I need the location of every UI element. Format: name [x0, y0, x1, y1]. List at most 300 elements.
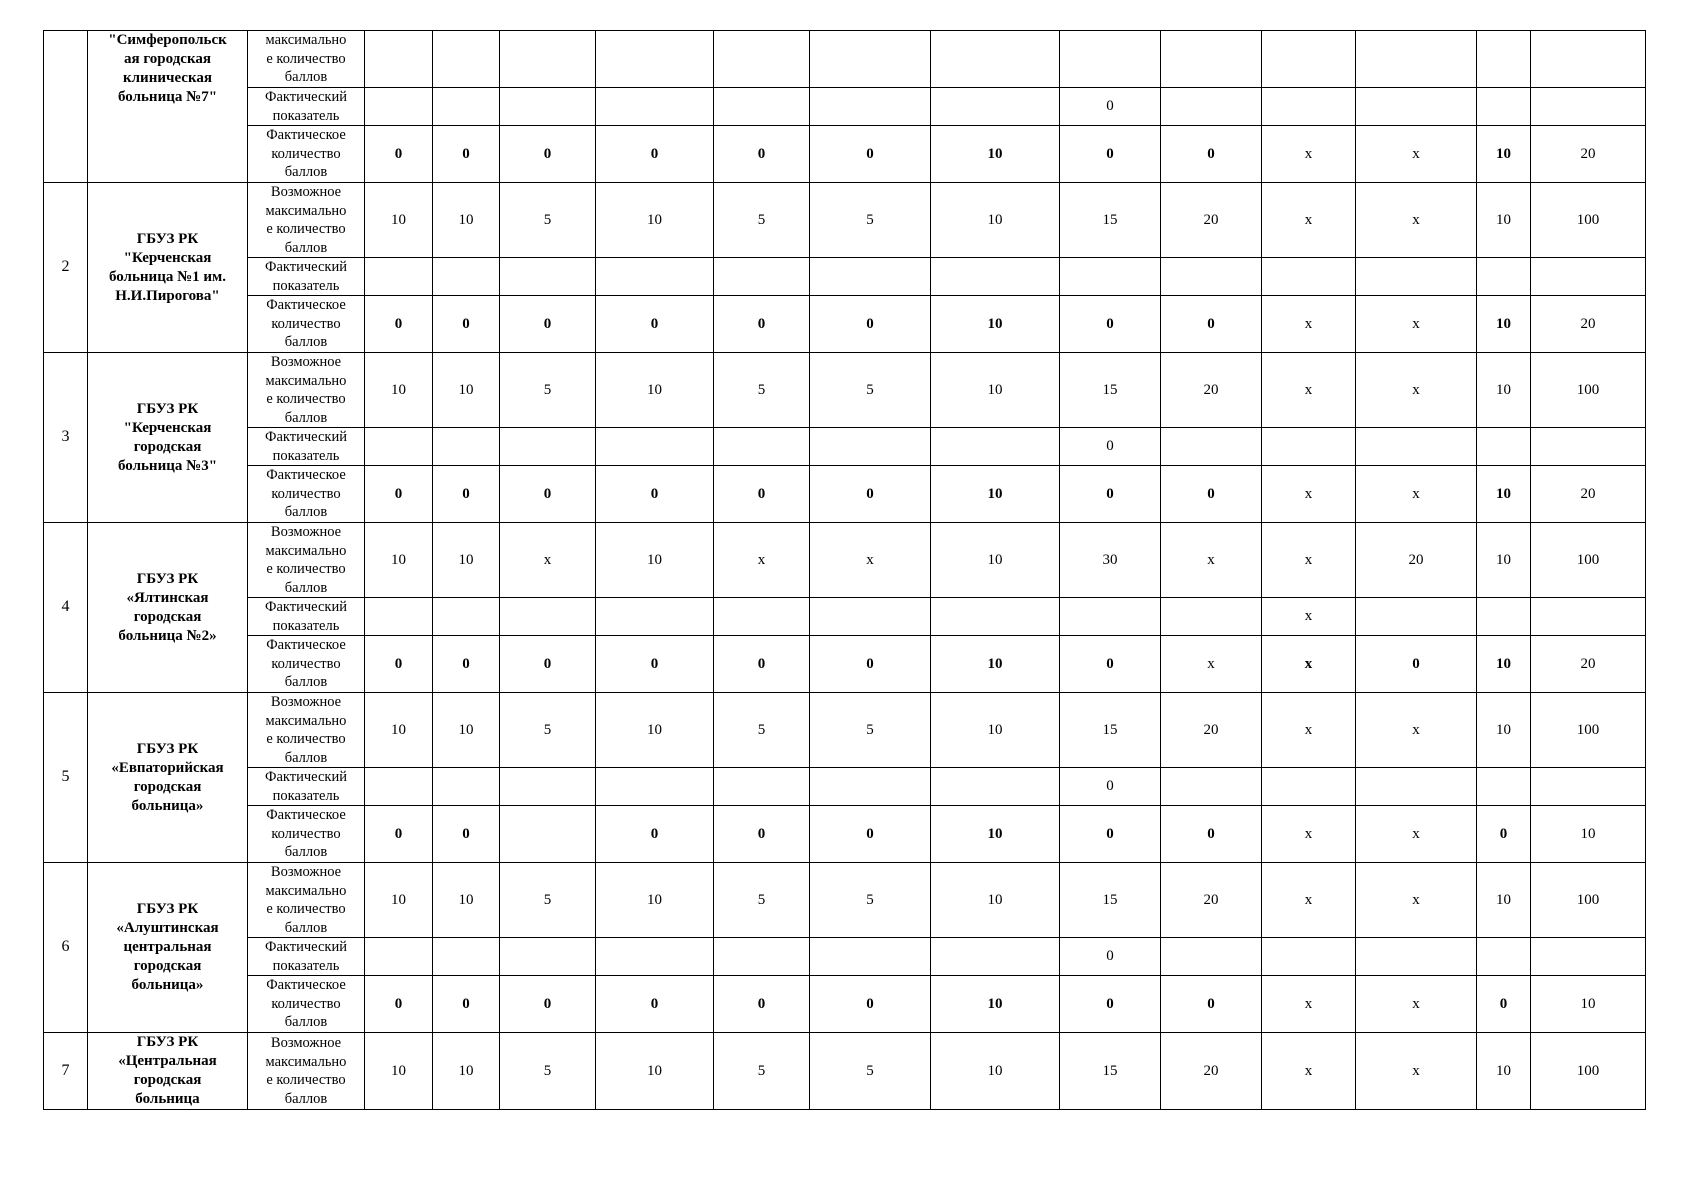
max-score-cell: 10 — [596, 523, 714, 598]
actual-score-cell: x — [1262, 126, 1356, 183]
actual-score-cell: 10 — [1531, 976, 1646, 1033]
max-score-cell: x — [1356, 1033, 1477, 1110]
max-score-cell: 10 — [1477, 353, 1531, 428]
fact-value-cell — [714, 938, 810, 976]
max-score-cell: 10 — [365, 693, 433, 768]
actual-score-cell: 0 — [500, 126, 596, 183]
actual-score-cell: 10 — [1477, 296, 1531, 353]
fact-value-cell — [596, 428, 714, 466]
max-score-cell: x — [1262, 693, 1356, 768]
actual-score-cell: 20 — [1531, 466, 1646, 523]
fact-value-cell — [810, 938, 931, 976]
table-row — [44, 466, 1646, 523]
max-score-cell: 15 — [1060, 183, 1161, 258]
actual-score-cell: 0 — [810, 296, 931, 353]
fact-value-cell — [931, 428, 1060, 466]
actual-score-cell: 0 — [365, 806, 433, 863]
max-score-cell: 5 — [714, 1033, 810, 1110]
actual-score-cell: 0 — [596, 806, 714, 863]
fact-value-cell — [810, 598, 931, 636]
actual-score-cell: 10 — [1477, 466, 1531, 523]
actual-score-cell: 0 — [810, 976, 931, 1033]
fact-value-cell — [1262, 428, 1356, 466]
max-score-cell: 10 — [1477, 1033, 1531, 1110]
fact-value-cell — [1356, 428, 1477, 466]
actual-score-cell: 0 — [365, 296, 433, 353]
actual-score-cell: 0 — [1161, 806, 1262, 863]
actual-score-cell: 0 — [714, 636, 810, 693]
fact-value-cell — [1060, 258, 1161, 296]
row-label-fact: Фактический показатель — [248, 258, 365, 296]
fact-value-cell — [433, 598, 500, 636]
max-score-cell: 30 — [1060, 523, 1161, 598]
table-row — [44, 296, 1646, 353]
fact-value-cell — [810, 258, 931, 296]
max-score-cell: 10 — [433, 523, 500, 598]
fact-value-cell — [500, 428, 596, 466]
actual-score-cell: x — [1262, 466, 1356, 523]
row-label-score: Фактическое количество баллов — [248, 806, 365, 863]
fact-value-cell — [596, 598, 714, 636]
fact-value-cell — [1161, 768, 1262, 806]
fact-value-cell — [500, 88, 596, 126]
hospital-name: ГБУЗ РК «Евпаторийская городская больница» — [88, 693, 248, 863]
fact-value-cell — [1262, 88, 1356, 126]
table-row — [44, 523, 1646, 598]
actual-score-cell: x — [1356, 126, 1477, 183]
fact-value-cell — [365, 938, 433, 976]
max-score-cell: 20 — [1161, 353, 1262, 428]
hospital-name: ГБУЗ РК «Центральная городская больница — [88, 1033, 248, 1110]
max-score-cell: 100 — [1531, 523, 1646, 598]
fact-value-cell — [810, 88, 931, 126]
fact-value-cell — [931, 258, 1060, 296]
fact-value-cell — [500, 768, 596, 806]
max-score-cell: 10 — [433, 1033, 500, 1110]
actual-score-cell: 20 — [1531, 126, 1646, 183]
max-score-cell: 100 — [1531, 353, 1646, 428]
actual-score-cell: 10 — [1531, 806, 1646, 863]
max-score-cell: 5 — [810, 353, 931, 428]
actual-score-cell: 10 — [1477, 636, 1531, 693]
max-score-cell — [714, 31, 810, 88]
actual-score-cell: 0 — [1161, 976, 1262, 1033]
max-score-cell: 10 — [596, 1033, 714, 1110]
actual-score-cell: x — [1356, 296, 1477, 353]
actual-score-cell: x — [1262, 806, 1356, 863]
actual-score-cell: 0 — [500, 466, 596, 523]
fact-value-cell — [596, 768, 714, 806]
actual-score-cell: 0 — [714, 466, 810, 523]
actual-score-cell: 10 — [1477, 126, 1531, 183]
max-score-cell: 20 — [1356, 523, 1477, 598]
actual-score-cell: 0 — [714, 806, 810, 863]
max-score-cell: 5 — [714, 183, 810, 258]
fact-value-cell — [714, 598, 810, 636]
row-label-score: Фактическое количество баллов — [248, 296, 365, 353]
max-score-cell: 10 — [931, 1033, 1060, 1110]
actual-score-cell: 10 — [931, 806, 1060, 863]
table-row — [44, 598, 1646, 636]
max-score-cell: 5 — [714, 863, 810, 938]
actual-score-cell: 0 — [714, 976, 810, 1033]
actual-score-cell: 0 — [596, 466, 714, 523]
actual-score-cell: x — [1262, 296, 1356, 353]
max-score-cell: 15 — [1060, 693, 1161, 768]
fact-value-cell — [1477, 768, 1531, 806]
actual-score-cell: 10 — [931, 636, 1060, 693]
fact-value-cell: x — [1262, 598, 1356, 636]
max-score-cell: 10 — [931, 693, 1060, 768]
max-score-cell: x — [1262, 863, 1356, 938]
max-score-cell: x — [1262, 183, 1356, 258]
actual-score-cell: 0 — [810, 806, 931, 863]
row-label-max: Возможное максимально е количество баллов — [248, 1033, 365, 1110]
fact-value-cell — [365, 258, 433, 296]
max-score-cell: 15 — [1060, 1033, 1161, 1110]
table-row — [44, 863, 1646, 938]
fact-value-cell — [1356, 258, 1477, 296]
row-label-score: Фактическое количество баллов — [248, 466, 365, 523]
fact-value-cell — [1531, 258, 1646, 296]
fact-value-cell — [1161, 258, 1262, 296]
actual-score-cell: 0 — [1161, 126, 1262, 183]
max-score-cell: 20 — [1161, 1033, 1262, 1110]
actual-score-cell: x — [1161, 636, 1262, 693]
row-number — [44, 31, 88, 183]
fact-value-cell — [596, 938, 714, 976]
max-score-cell: x — [1161, 523, 1262, 598]
max-score-cell: 10 — [365, 863, 433, 938]
table-row — [44, 636, 1646, 693]
fact-value-cell — [365, 88, 433, 126]
row-label-score: Фактическое количество баллов — [248, 636, 365, 693]
hospital-name: ГБУЗ РК «Ялтинская городская больница №2» — [88, 523, 248, 693]
max-score-cell: 10 — [596, 353, 714, 428]
max-score-cell — [1531, 31, 1646, 88]
row-label-fact: Фактический показатель — [248, 938, 365, 976]
max-score-cell: 10 — [596, 183, 714, 258]
row-label-max: Возможное максимально е количество баллов — [248, 863, 365, 938]
actual-score-cell: 0 — [500, 976, 596, 1033]
table-row — [44, 938, 1646, 976]
fact-value-cell — [1161, 938, 1262, 976]
max-score-cell: x — [1262, 353, 1356, 428]
fact-value-cell — [433, 768, 500, 806]
fact-value-cell — [1161, 428, 1262, 466]
fact-value-cell — [1477, 938, 1531, 976]
fact-value-cell — [1531, 938, 1646, 976]
fact-value-cell — [1477, 428, 1531, 466]
max-score-cell — [433, 31, 500, 88]
actual-score-cell: 0 — [433, 466, 500, 523]
row-label-score: Фактическое количество баллов — [248, 976, 365, 1033]
row-number: 7 — [44, 1033, 88, 1110]
fact-value-cell: 0 — [1060, 428, 1161, 466]
actual-score-cell: 0 — [1060, 296, 1161, 353]
actual-score-cell: 0 — [1477, 806, 1531, 863]
fact-value-cell: 0 — [1060, 88, 1161, 126]
fact-value-cell — [714, 428, 810, 466]
fact-value-cell — [1161, 88, 1262, 126]
actual-score-cell: 0 — [596, 636, 714, 693]
fact-value-cell — [500, 598, 596, 636]
table-row — [44, 976, 1646, 1033]
table-row — [44, 258, 1646, 296]
row-number: 2 — [44, 183, 88, 353]
fact-value-cell — [1531, 768, 1646, 806]
actual-score-cell: 0 — [433, 976, 500, 1033]
actual-score-cell: 0 — [365, 636, 433, 693]
row-label-fact: Фактический показатель — [248, 768, 365, 806]
max-score-cell: 10 — [1477, 693, 1531, 768]
hospital-scores-table — [43, 30, 1646, 1110]
max-score-cell: 10 — [1477, 183, 1531, 258]
table-row — [44, 183, 1646, 258]
fact-value-cell — [500, 938, 596, 976]
row-number: 6 — [44, 863, 88, 1033]
actual-score-cell: 10 — [931, 296, 1060, 353]
fact-value-cell — [714, 258, 810, 296]
fact-value-cell — [1262, 938, 1356, 976]
max-score-cell: 10 — [596, 693, 714, 768]
actual-score-cell: 0 — [365, 466, 433, 523]
fact-value-cell — [365, 768, 433, 806]
row-label-score: Фактическое количество баллов — [248, 126, 365, 183]
max-score-cell: 20 — [1161, 693, 1262, 768]
max-score-cell: 5 — [714, 693, 810, 768]
max-score-cell: 5 — [714, 353, 810, 428]
max-score-cell: 15 — [1060, 863, 1161, 938]
fact-value-cell — [433, 258, 500, 296]
table-row — [44, 806, 1646, 863]
max-score-cell: x — [1262, 523, 1356, 598]
table-row — [44, 88, 1646, 126]
table-row — [44, 31, 1646, 88]
max-score-cell: 10 — [433, 353, 500, 428]
actual-score-cell: 0 — [714, 296, 810, 353]
row-label-max: Возможное максимально е количество баллов — [248, 353, 365, 428]
fact-value-cell — [433, 88, 500, 126]
fact-value-cell — [433, 428, 500, 466]
actual-score-cell: 0 — [810, 636, 931, 693]
max-score-cell: 10 — [433, 693, 500, 768]
row-number: 4 — [44, 523, 88, 693]
actual-score-cell: x — [1262, 976, 1356, 1033]
actual-score-cell: 0 — [1060, 806, 1161, 863]
hospital-name: ГБУЗ РК "Керченская городская больница №3" — [88, 353, 248, 523]
max-score-cell: x — [1356, 353, 1477, 428]
row-label-fact: Фактический показатель — [248, 428, 365, 466]
fact-value-cell — [500, 258, 596, 296]
actual-score-cell: 0 — [810, 466, 931, 523]
max-score-cell: 10 — [931, 183, 1060, 258]
fact-value-cell — [365, 598, 433, 636]
actual-score-cell: 0 — [1161, 296, 1262, 353]
max-score-cell: 5 — [810, 183, 931, 258]
actual-score-cell: 0 — [500, 636, 596, 693]
fact-value-cell — [714, 768, 810, 806]
fact-value-cell — [810, 768, 931, 806]
max-score-cell — [1060, 31, 1161, 88]
fact-value-cell — [1262, 768, 1356, 806]
fact-value-cell — [596, 258, 714, 296]
fact-value-cell — [365, 428, 433, 466]
actual-score-cell: 0 — [433, 636, 500, 693]
actual-score-cell: 0 — [1060, 976, 1161, 1033]
actual-score-cell: 0 — [1060, 126, 1161, 183]
row-number: 3 — [44, 353, 88, 523]
row-label-fact: Фактический показатель — [248, 598, 365, 636]
max-score-cell: 5 — [500, 863, 596, 938]
fact-value-cell — [1356, 768, 1477, 806]
actual-score-cell: 0 — [1060, 466, 1161, 523]
max-score-cell: x — [1356, 693, 1477, 768]
row-label-max: Возможное максимально е количество баллов — [248, 183, 365, 258]
actual-score-cell: 20 — [1531, 296, 1646, 353]
max-score-cell: 100 — [1531, 183, 1646, 258]
hospital-name: ГБУЗ РК "Керченская больница №1 им. Н.И.Пирогова" — [88, 183, 248, 353]
fact-value-cell — [1356, 598, 1477, 636]
row-label-max: Возможное максимально е количество баллов — [248, 523, 365, 598]
actual-score-cell: 0 — [1161, 466, 1262, 523]
fact-value-cell — [596, 88, 714, 126]
fact-value-cell — [1356, 938, 1477, 976]
fact-value-cell — [433, 938, 500, 976]
max-score-cell: 10 — [433, 183, 500, 258]
fact-value-cell: 0 — [1060, 768, 1161, 806]
actual-score-cell: 0 — [433, 806, 500, 863]
max-score-cell: 10 — [596, 863, 714, 938]
max-score-cell: 10 — [931, 863, 1060, 938]
actual-score-cell: 0 — [365, 126, 433, 183]
fact-value-cell — [810, 428, 931, 466]
max-score-cell: 100 — [1531, 863, 1646, 938]
max-score-cell: 5 — [500, 353, 596, 428]
fact-value-cell — [1060, 598, 1161, 636]
row-number: 5 — [44, 693, 88, 863]
max-score-cell: x — [810, 523, 931, 598]
actual-score-cell: 0 — [500, 296, 596, 353]
row-label-max: Возможное максимально е количество баллов — [248, 693, 365, 768]
fact-value-cell — [931, 768, 1060, 806]
actual-score-cell: 0 — [714, 126, 810, 183]
max-score-cell — [596, 31, 714, 88]
max-score-cell: 20 — [1161, 863, 1262, 938]
actual-score-cell: x — [1262, 636, 1356, 693]
actual-score-cell: 0 — [365, 976, 433, 1033]
actual-score-cell: x — [1356, 466, 1477, 523]
actual-score-cell: 0 — [596, 296, 714, 353]
actual-score-cell: 0 — [596, 976, 714, 1033]
table-row — [44, 126, 1646, 183]
max-score-cell: x — [1356, 183, 1477, 258]
actual-score-cell: 0 — [1060, 636, 1161, 693]
max-score-cell: 10 — [365, 1033, 433, 1110]
table-row — [44, 428, 1646, 466]
fact-value-cell — [714, 88, 810, 126]
max-score-cell: 5 — [500, 693, 596, 768]
fact-value-cell — [1531, 598, 1646, 636]
table-row — [44, 353, 1646, 428]
max-score-cell: 20 — [1161, 183, 1262, 258]
max-score-cell: 10 — [365, 183, 433, 258]
fact-value-cell — [931, 88, 1060, 126]
max-score-cell — [1356, 31, 1477, 88]
fact-value-cell — [1477, 88, 1531, 126]
max-score-cell — [500, 31, 596, 88]
max-score-cell: 5 — [810, 863, 931, 938]
fact-value-cell — [1531, 428, 1646, 466]
max-score-cell: 10 — [433, 863, 500, 938]
actual-score-cell: 0 — [1477, 976, 1531, 1033]
fact-value-cell: 0 — [1060, 938, 1161, 976]
fact-value-cell — [1356, 88, 1477, 126]
max-score-cell: 10 — [1477, 863, 1531, 938]
max-score-cell: 10 — [931, 523, 1060, 598]
max-score-cell — [365, 31, 433, 88]
table-row — [44, 768, 1646, 806]
max-score-cell — [810, 31, 931, 88]
fact-value-cell — [931, 598, 1060, 636]
table-row — [44, 1033, 1646, 1110]
max-score-cell: 100 — [1531, 1033, 1646, 1110]
max-score-cell: 15 — [1060, 353, 1161, 428]
max-score-cell: 10 — [365, 353, 433, 428]
actual-score-cell: 10 — [931, 466, 1060, 523]
max-score-cell: 10 — [1477, 523, 1531, 598]
table-row — [44, 693, 1646, 768]
max-score-cell — [1262, 31, 1356, 88]
row-label-fact: Фактический показатель — [248, 88, 365, 126]
max-score-cell — [1161, 31, 1262, 88]
max-score-cell: x — [714, 523, 810, 598]
actual-score-cell: x — [1356, 806, 1477, 863]
actual-score-cell: 0 — [596, 126, 714, 183]
row-label-max: максимально е количество баллов — [248, 31, 365, 88]
fact-value-cell — [1161, 598, 1262, 636]
actual-score-cell: 0 — [433, 296, 500, 353]
fact-value-cell — [1531, 88, 1646, 126]
actual-score-cell: 0 — [1356, 636, 1477, 693]
actual-score-cell: 10 — [931, 126, 1060, 183]
actual-score-cell: 20 — [1531, 636, 1646, 693]
max-score-cell: 5 — [500, 183, 596, 258]
max-score-cell: 10 — [931, 353, 1060, 428]
max-score-cell: 5 — [500, 1033, 596, 1110]
fact-value-cell — [931, 938, 1060, 976]
actual-score-cell — [500, 806, 596, 863]
actual-score-cell: 10 — [931, 976, 1060, 1033]
hospital-name: ГБУЗ РК «Алуштинская центральная городская больница» — [88, 863, 248, 1033]
max-score-cell — [931, 31, 1060, 88]
fact-value-cell — [1477, 598, 1531, 636]
actual-score-cell: x — [1356, 976, 1477, 1033]
max-score-cell: x — [1262, 1033, 1356, 1110]
hospital-name: "Симферопольск ая городская клиническая больница №7" — [88, 31, 248, 183]
max-score-cell — [1477, 31, 1531, 88]
max-score-cell: 5 — [810, 1033, 931, 1110]
max-score-cell: 10 — [365, 523, 433, 598]
max-score-cell: 100 — [1531, 693, 1646, 768]
actual-score-cell: 0 — [433, 126, 500, 183]
max-score-cell: x — [500, 523, 596, 598]
fact-value-cell — [1477, 258, 1531, 296]
fact-value-cell — [1262, 258, 1356, 296]
max-score-cell: x — [1356, 863, 1477, 938]
actual-score-cell: 0 — [810, 126, 931, 183]
max-score-cell: 5 — [810, 693, 931, 768]
